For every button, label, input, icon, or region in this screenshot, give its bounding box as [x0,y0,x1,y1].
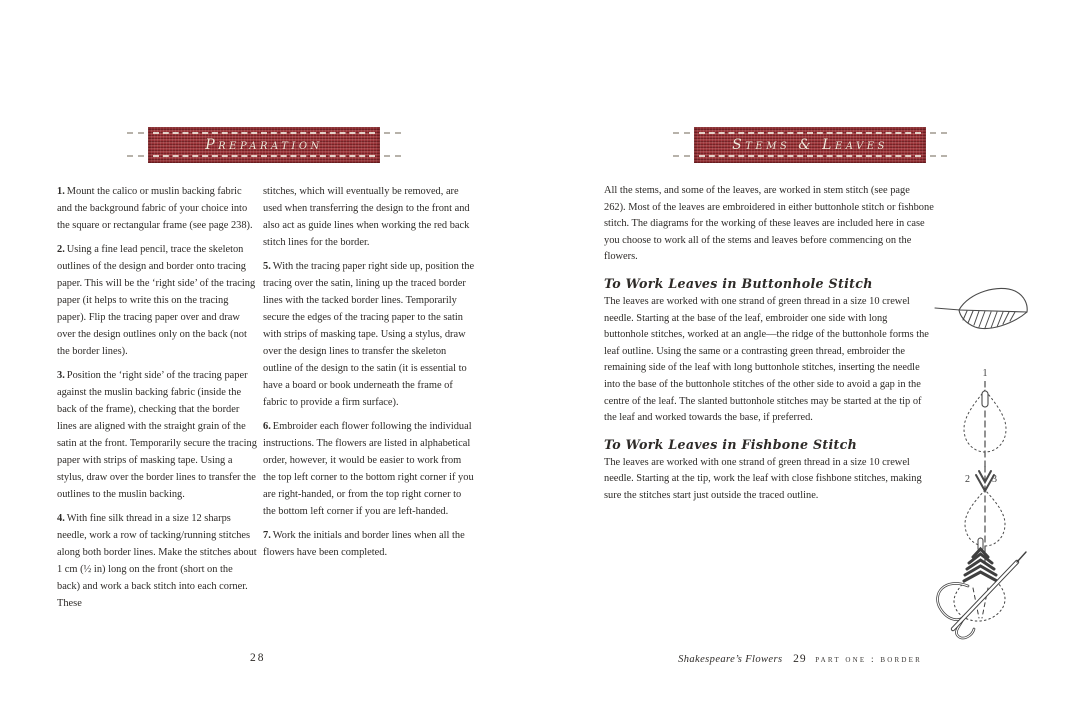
fishbone-step1-diagram [950,368,1020,472]
stitch-line [699,155,921,157]
intro-paragraph: All the stems, and some of the leaves, are worked in stem stitch (see page 262). Most of the leaves are embroidered in either buttonhole stitch or fishbone stitch. The diagrams for the working of these leaves are included here in case you choose to work all of the stems and leaves before commencing on the flowers. [604,185,934,263]
instruction-step-7 [263,527,476,561]
stitch-thread-end [930,155,947,157]
part-label: part one : border [815,655,922,665]
step-number: 3. [57,370,65,381]
fishbone-step1-drawing [950,381,1020,472]
step-number: 6. [263,421,271,432]
instruction-step-3 [57,367,258,503]
stitch-line [153,155,375,157]
page-number-left: 28 [250,652,266,664]
thread-line [935,308,960,310]
needle [953,552,1026,629]
section-body-buttonhole: The leaves are worked with one strand of green thread in a size 10 crewel needle. Starting at the base of the leaf, embroider one side with long buttonhole stitches, worked at an angle—the ridge of the buttonhole forms the leaf outline. Using the same or a contrasting green thread, embroider the remaining side of the leaf with long buttonhole stitches, inserting the needle into the base of the buttonhole stitches of the other side to avoid a gap in the centre of the leaf. The slanted buttonhole stitches may be started at the tip of the leaf and worked towards the base, if preferred. [604,295,929,424]
stitch-thread-end [127,155,144,157]
stitch-thread-end [930,132,947,134]
stitch-thread-end [127,132,144,134]
banner-title: Stems & Leaves [732,137,888,153]
section-heading-fishbone: To Work Leaves in Fishbone Stitch [604,436,858,452]
step-text: With fine silk thread in a size 12 sharps needle, work a row of tacking/running stitches along both border lines. Make the stitches about 1 cm (½ in) long on the front (short on the back) and work a back stitch into each corner. These [57,513,257,609]
step-text: With the tracing paper right side up, position the tracing over the satin, lining up the traced border lines with the tacked border lines. Temporarily secure the edges of the tracing paper to the satin with strips of masking tape. Using a stylus, draw over the design lines to transfer the skeleton outline of the design to the satin (it is essential to have a board or book underneath the frame of fabric to provide a firm surface). [263,261,475,408]
instruction-step-5 [263,258,476,411]
stitch-thread-end [384,132,401,134]
chapter-banner-stems-leaves [694,127,926,163]
right-page-text [604,183,934,505]
step-text: Using a fine lead pencil, trace the skeleton outlines of the design and border onto tracing paper. This will be the ‘right side’ of the tracing paper (it helps to write this on the tracing paper). Flip the tracing paper over and draw over the design outlines only on the back (not the border lines). [57,244,256,357]
step-text: Position the ‘right side’ of the tracing paper against the muslin backing fabric (inside the back of the frame), checking that the border lines are aligned with the straight grain of the satin at the front. Temporarily secure the tracing paper with strips of masking tape. Using a stylus, draw over the border lines to transfer the outlines to the muslin backing. [57,370,257,500]
step-text: Mount the calico or muslin backing fabric and the background fabric of your choice into the square or rectangular frame (see page 238). [57,186,253,231]
book-title: Shakespeare’s Flowers [678,654,783,665]
footer-right [604,653,922,665]
instruction-step-4-continued [263,183,476,251]
step-number: 1. [57,186,65,197]
stitch-thread-end [673,132,690,134]
step-number: 7. [263,530,271,541]
step-number: 5. [263,261,271,272]
figure-label-3: 3 [992,474,997,485]
stitch-line [699,132,921,134]
figure-label-2: 2 [965,474,970,485]
page-number-right: 29 [793,653,807,665]
chapter-banner-preparation [148,127,380,163]
fishbone-stitches [964,549,997,581]
fishbone-needle-drawing [928,536,1040,640]
step-number: 2. [57,244,65,255]
stitch-thread-end [673,155,690,157]
instruction-step-2 [57,241,258,360]
instruction-step-4 [57,510,258,612]
section-body-fishbone: The leaves are worked with one strand of green thread in a size 10 crewel needle. Starting at the tip, work the leaf with close fishbone stitches, making sure the stitches start just outside the traced outline. [604,456,922,501]
step-number: 4. [57,513,65,524]
leaf-ridge [959,310,1027,312]
fishbone-needle-illustration [928,536,1040,640]
figure-label-1: 1 [982,368,988,379]
stitch-thread-end [384,155,401,157]
section-heading-buttonhole: To Work Leaves in Buttonhole Stitch [604,275,873,291]
stitch-line [153,132,375,134]
instruction-step-1 [57,183,258,234]
step-text: Embroider each flower following the individual instructions. The flowers are listed in alphabetical order, however, it would be easier to work from the top left corner to the bottom right corner if you are right-handed, or from the top right corner to the bottom left corner if you are left-handed. [263,421,474,517]
first-stitch [982,391,988,407]
banner-title: Preparation [205,137,323,153]
step-text: Work the initials and border lines when all the flowers have been completed. [263,530,465,558]
left-page-column-1 [57,183,258,619]
step-text: stitches, which will eventually be removed, are used when transferring the design to the front and also act as guide lines when working the red back stitch lines for the border. [263,186,470,248]
buttonhole-leaf-drawing [933,272,1033,340]
left-page-column-2 [263,183,476,568]
buttonhole-leaf-illustration [933,272,1033,340]
instruction-step-6 [263,418,476,520]
